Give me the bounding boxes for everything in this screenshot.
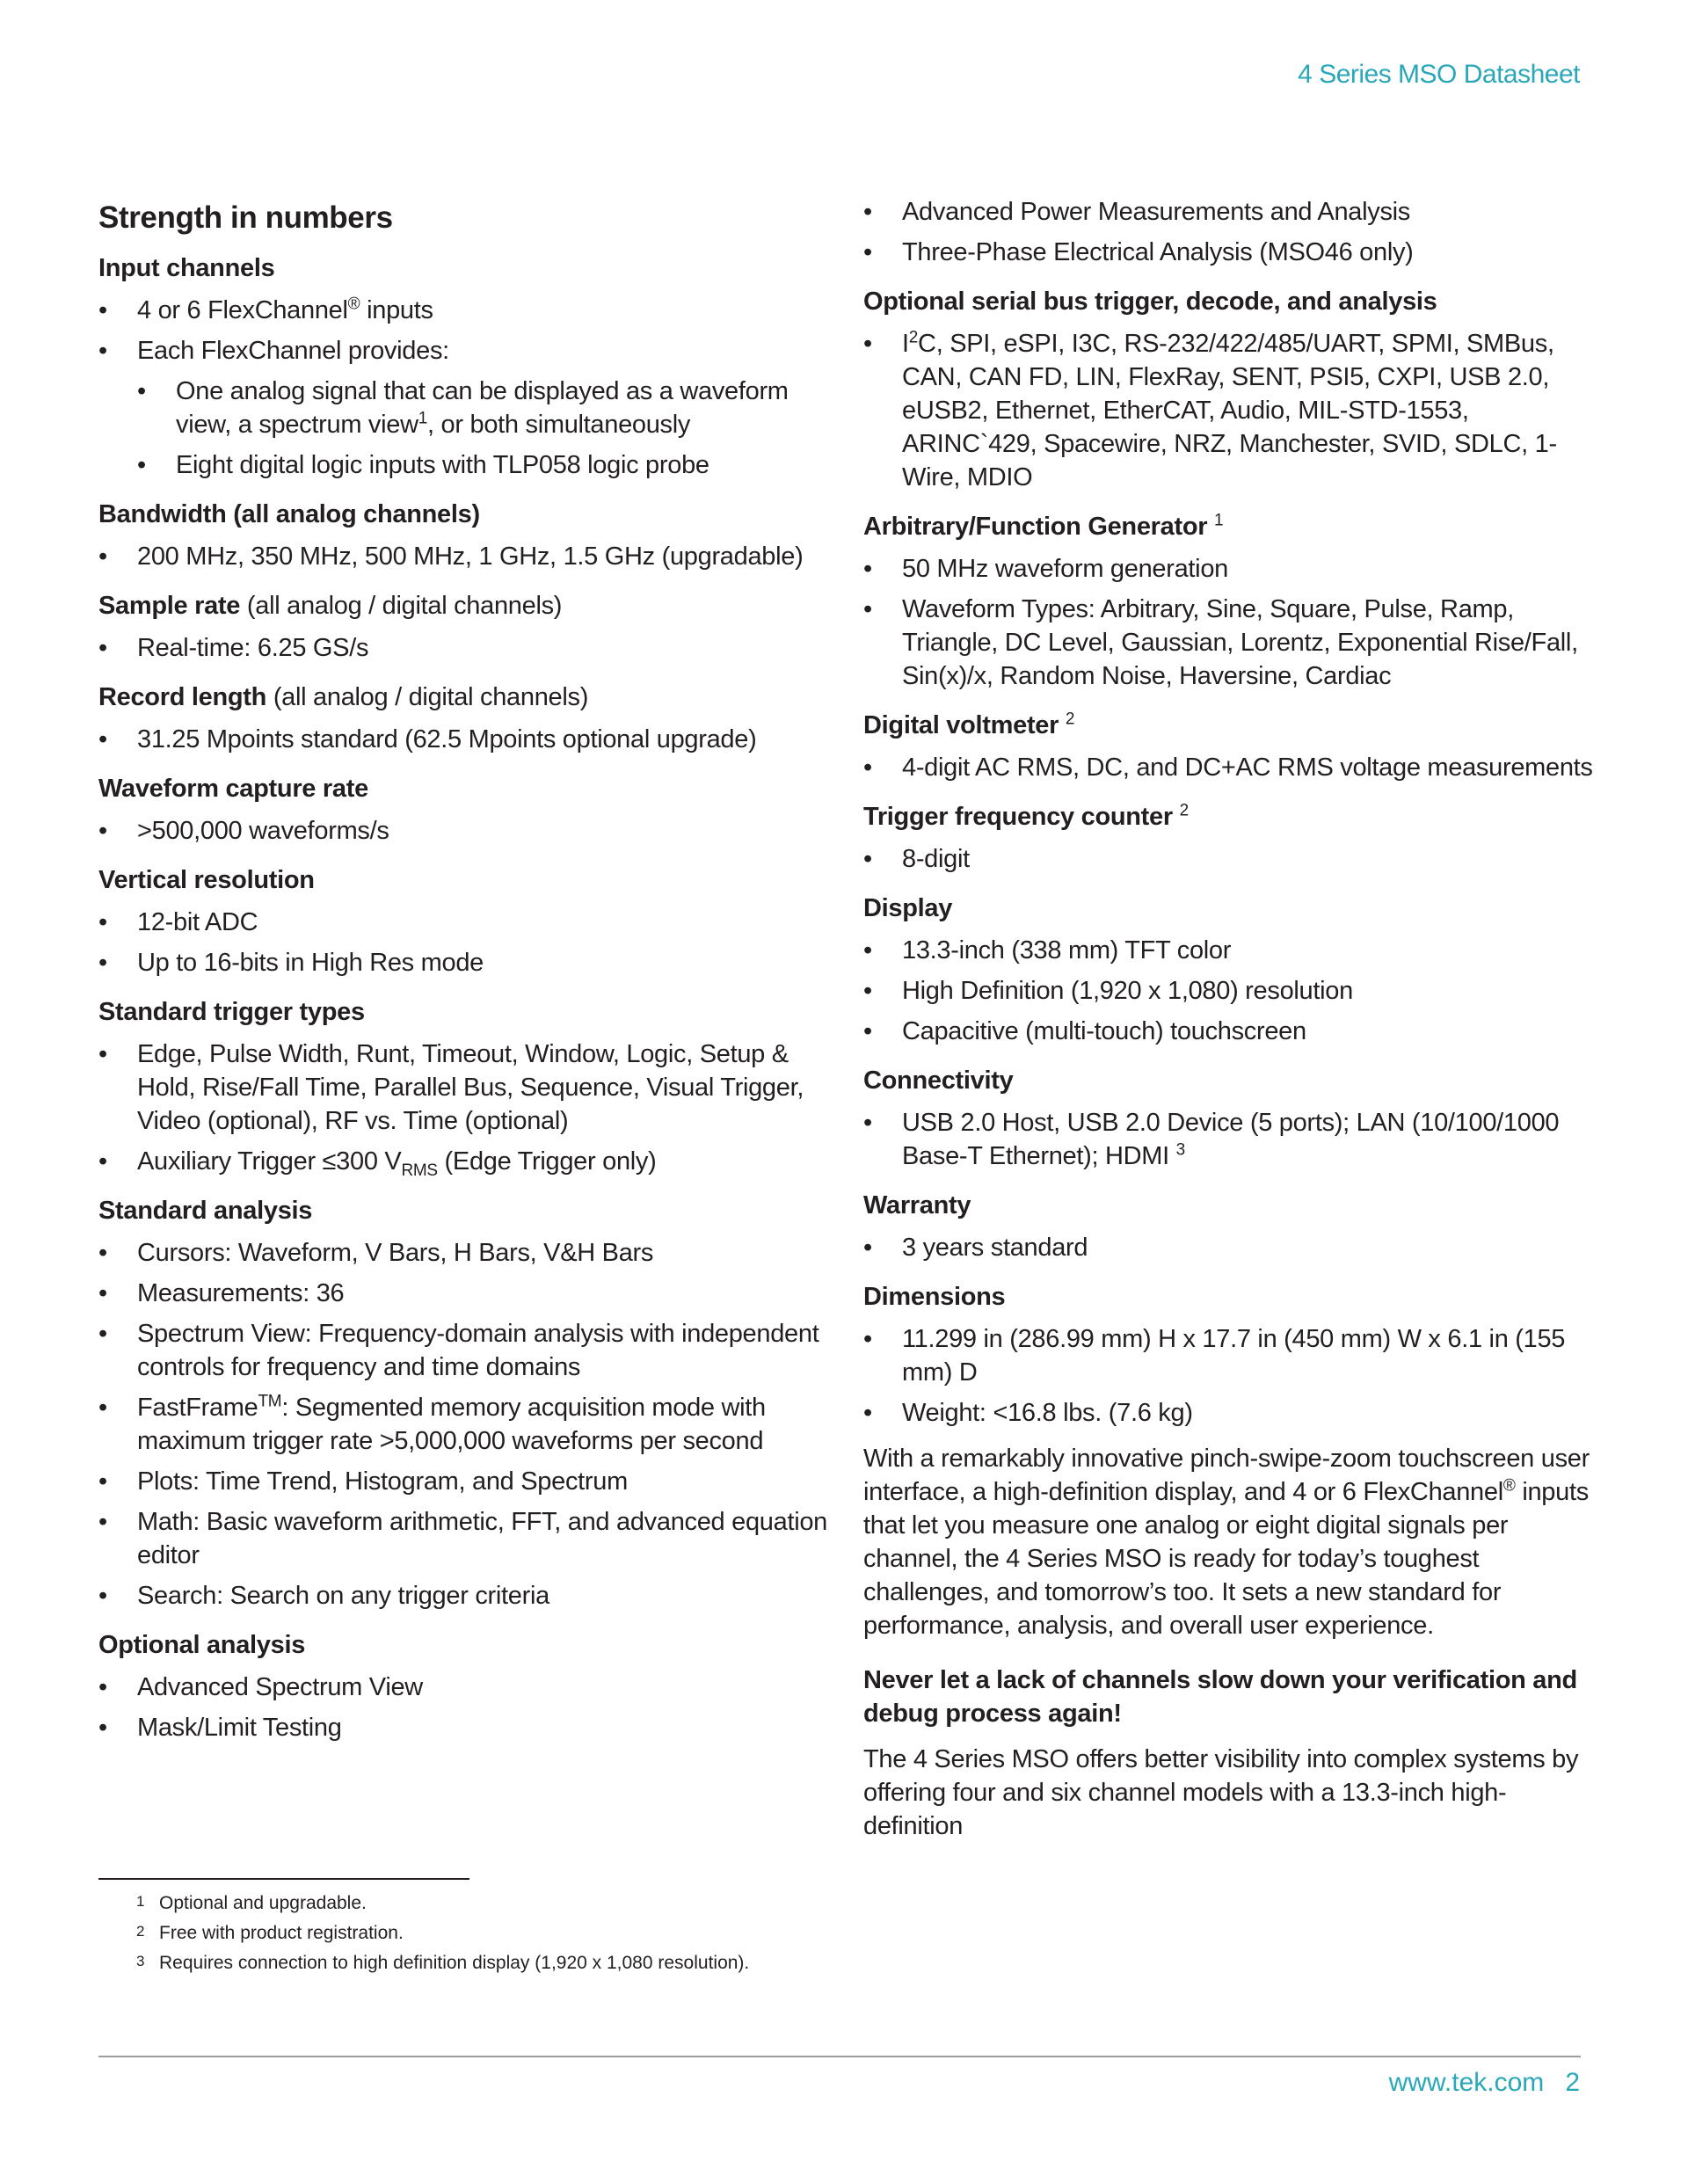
list-item: • Weight: <16.8 lbs. (7.6 kg) xyxy=(863,1396,1593,1430)
heading-trigger-types: Standard trigger types xyxy=(98,998,365,1026)
list-item: • Each FlexChannel provides: xyxy=(98,334,837,368)
list-subitem: • Eight digital logic inputs with TLP058 logic probe xyxy=(137,448,837,482)
list-item: • Spectrum View: Frequency-domain analysis with independent controls for frequency and time domains xyxy=(98,1317,837,1384)
right-column xyxy=(863,195,1593,1855)
list-item: • $I^2C$, SPI, eSPI, I3C, RS-232/422/485/UART, SPMI, SMBus, CAN, CAN FD, LIN, FlexRay, SENT, PSI5, CXPI, USB 2.0, eUSB2, Ethernet, EtherCAT, Audio, MIL-STD-1553, ARINC`429, Spacewire, NRZ, Manchester, SVID, SDLC, 1-Wire, MDIO xyxy=(863,327,1593,494)
list-item: • 13.3-inch (338 mm) TFT color xyxy=(863,934,1593,967)
list-item: • Math: Basic waveform arithmetic, FFT, and advanced equation editor xyxy=(98,1505,837,1572)
section-title: Strength in numbers xyxy=(98,200,393,235)
heading-vertical-resolution: Vertical resolution xyxy=(98,866,315,894)
heading-record-length: Record length (all analog / digital channels) xyxy=(98,683,589,711)
list-item: • 8-digit xyxy=(863,842,1593,876)
header-title: 4 Series MSO Datasheet xyxy=(1298,60,1580,89)
list-item: • Measurements: 36 xyxy=(98,1277,837,1310)
heading-counter: Trigger frequency counter $^2$ xyxy=(863,801,1189,831)
list-item: • USB 2.0 Host, USB 2.0 Device (5 ports); LAN (10/100/1000 Base-T Ethernet); HDMI $^3$ xyxy=(863,1106,1593,1173)
heading-serial-bus: Optional serial bus trigger, decode, and analysis xyxy=(863,288,1437,316)
footnote: 1 Optional and upgradable. xyxy=(136,1893,367,1913)
list-item: • Waveform Types: Arbitrary, Sine, Square, Pulse, Ramp, Triangle, DC Level, Gaussian, Lorentz, Exponential Rise/Fall, Sin(x)/x, Random Noise, Haversine, Cardiac xyxy=(863,593,1593,693)
page-number: 2 xyxy=(1565,2068,1580,2097)
list-item: • 4-digit AC RMS, DC, and DC+AC RMS voltage measurements xyxy=(863,751,1593,784)
heading-sample-rate: Sample rate (all analog / digital channels) xyxy=(98,592,563,620)
heading-standard-analysis: Standard analysis xyxy=(98,1197,313,1225)
list-input-channels xyxy=(98,294,837,482)
list-item: • 4 or 6 FlexChannel® inputs xyxy=(98,294,837,327)
list-item: • FastFrame™: Segmented memory acquisition mode with maximum trigger rate >5,000,000 waveforms per second xyxy=(98,1391,837,1458)
list-item: • 50 MHz waveform generation xyxy=(863,552,1593,586)
list-item: • High Definition (1,920 x 1,080) resolution xyxy=(863,974,1593,1008)
list-item: • 200 MHz, 350 MHz, 500 MHz, 1 GHz, 1.5 GHz (upgradable) xyxy=(98,540,837,573)
list-item: • Plots: Time Trend, Histogram, and Spectrum xyxy=(98,1465,837,1498)
footer xyxy=(1389,2068,1580,2098)
list-item: • Capacitive (multi-touch) touchscreen xyxy=(863,1015,1593,1048)
footer-url-link[interactable]: www.tek.com xyxy=(1388,2068,1545,2097)
list-item: • Real-time: 6.25 GS/s xyxy=(98,631,837,665)
list-item: • Up to 16-bits in High Res mode xyxy=(98,946,837,979)
heading-input-channels: Input channels xyxy=(98,254,275,282)
footnote: 2 Free with product registration. xyxy=(136,1923,404,1943)
heading-afg: Arbitrary/Function Generator $^1$ xyxy=(863,511,1224,541)
heading-dimensions: Dimensions xyxy=(863,1283,1006,1311)
list-item: • Mask/Limit Testing xyxy=(98,1711,837,1744)
list-item: • Three-Phase Electrical Analysis (MSO46 only) xyxy=(863,236,1593,269)
heading-optional-analysis: Optional analysis xyxy=(98,1631,306,1659)
bold-paragraph: Never let a lack of channels slow down your verification and debug process again! xyxy=(863,1666,1577,1728)
footnotes xyxy=(136,1889,749,1978)
list-item: • Cursors: Waveform, V Bars, H Bars, V&H Bars xyxy=(98,1236,837,1270)
list-item: • 3 years standard xyxy=(863,1231,1593,1264)
left-column xyxy=(98,195,837,1751)
footnote-divider xyxy=(98,1878,469,1880)
heading-bandwidth: Bandwidth (all analog channels) xyxy=(98,500,480,528)
list-item: • Auxiliary Trigger ≤300 $V_{RMS}$ (Edge Trigger only) xyxy=(98,1145,837,1178)
list-item: • Edge, Pulse Width, Runt, Timeout, Window, Logic, Setup & Hold, Rise/Fall Time, Parallel Bus, Sequence, Visual Trigger, Video (optional), RF vs. Time (optional) xyxy=(98,1037,837,1138)
body-paragraph: With a remarkably innovative pinch-swipe-zoom touchscreen user interface, a high-definition display, and 4 or 6 FlexChannel® inputs that let you measure one analog or eight digital signals per channel, the 4 Series MSO is ready for today’s toughest challenges, and tomorrow’s too. It sets a new standard for performance, analysis, and overall user experience. xyxy=(863,1445,1590,1640)
footer-divider xyxy=(98,2056,1581,2057)
list-subitem: • One analog signal that can be displayed as a waveform view, a spectrum view$^1$, or both simultaneously xyxy=(137,375,837,441)
footnote: 3 Requires connection to high definition display (1,920 x 1,080 resolution). xyxy=(136,1953,750,1973)
body-paragraph: The 4 Series MSO offers better visibility into complex systems by offering four and six channel models with a 13.3-inch high-definition xyxy=(863,1745,1579,1840)
list-item: • Advanced Spectrum View xyxy=(98,1671,837,1704)
list-item: • Search: Search on any trigger criteria xyxy=(98,1579,837,1613)
heading-capture-rate: Waveform capture rate xyxy=(98,775,368,803)
heading-dvm: Digital voltmeter $^2$ xyxy=(863,710,1075,739)
list-item: • 31.25 Mpoints standard (62.5 Mpoints optional upgrade) xyxy=(98,723,837,756)
list-item: • 12-bit ADC xyxy=(98,906,837,939)
list-item: • 11.299 in (286.99 mm) H x 17.7 in (450 mm) W x 6.1 in (155 mm) D xyxy=(863,1322,1593,1389)
list-item: • >500,000 waveforms/s xyxy=(98,814,837,848)
list-item: • Advanced Power Measurements and Analysis xyxy=(863,195,1593,229)
heading-connectivity: Connectivity xyxy=(863,1067,1014,1095)
heading-warranty: Warranty xyxy=(863,1191,971,1219)
heading-display: Display xyxy=(863,894,953,922)
